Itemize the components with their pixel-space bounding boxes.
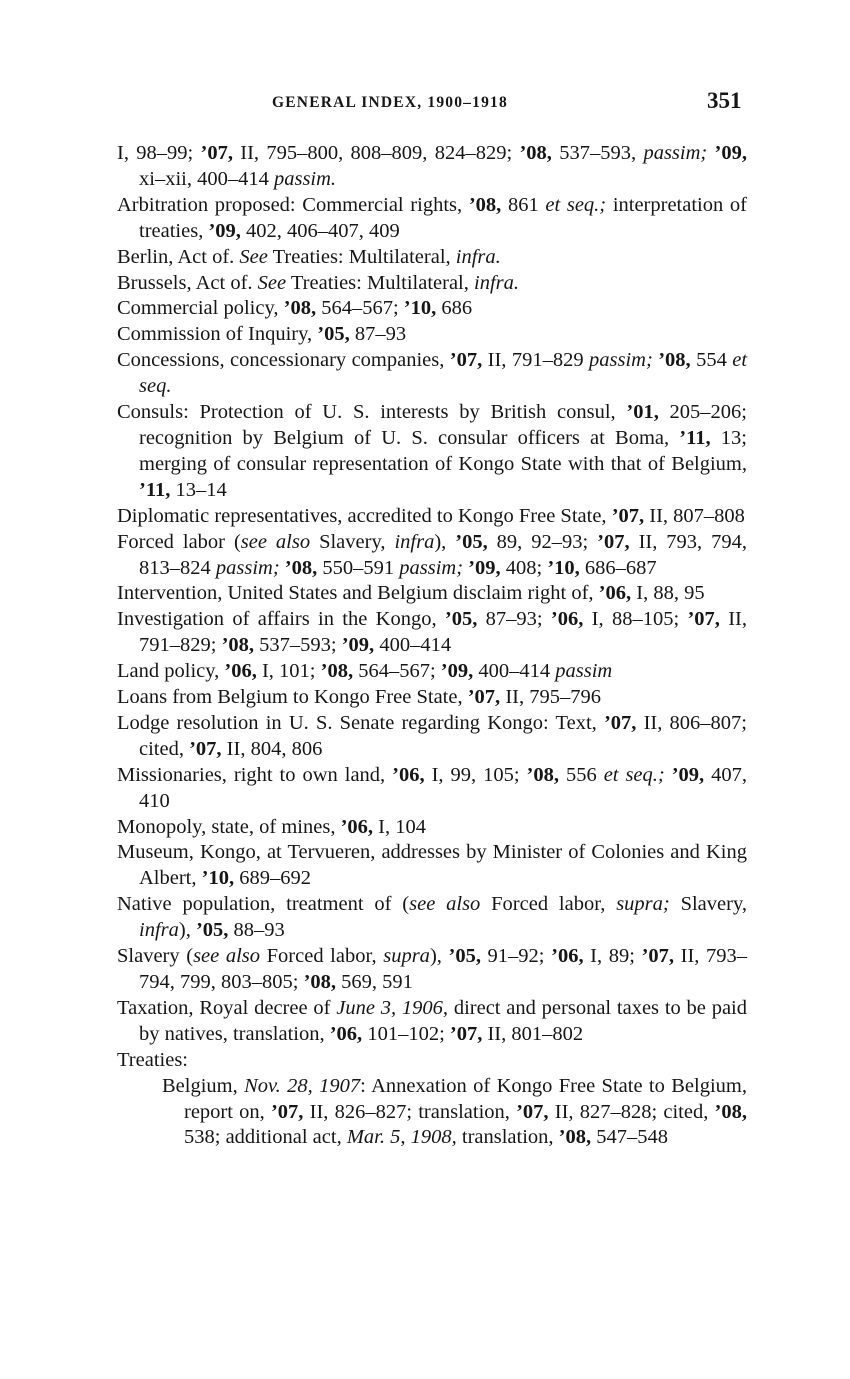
- entry-text: 101–102;: [362, 1022, 450, 1045]
- italic-text: see also: [240, 530, 311, 553]
- volume-year: ’10,: [403, 297, 437, 320]
- entry-text: I, 88, 95: [631, 582, 705, 605]
- entry-text: : Annexation of Kongo Free State to Belgium, report on,: [184, 1074, 747, 1123]
- index-entry: [117, 815, 747, 841]
- entry-text: 569, 591: [336, 971, 413, 993]
- entry-text: 550–591: [317, 556, 400, 579]
- entry-text: Land policy,: [117, 660, 225, 683]
- volume-year: ’07,: [516, 1100, 549, 1123]
- volume-year: ’08,: [303, 971, 337, 993]
- volume-year: ’06,: [550, 608, 584, 631]
- entry-text: 564–567;: [353, 660, 441, 683]
- volume-year: ’07,: [467, 686, 501, 709]
- entry-text: II, 795–800, 808–809, 824–829;: [232, 142, 520, 164]
- volume-year: ’09,: [341, 634, 375, 657]
- entry-text: Treaties:: [117, 1048, 188, 1071]
- entry-text: 408;: [500, 556, 548, 579]
- italic-text: et seq.;: [545, 193, 607, 216]
- entry-text: Forced labor (: [117, 530, 241, 553]
- italic-text: see also: [193, 945, 261, 968]
- entry-text: 87–93: [349, 323, 407, 346]
- entry-text: ),: [434, 530, 456, 553]
- volume-year: ’07,: [189, 737, 222, 760]
- volume-year: ’08,: [658, 349, 691, 372]
- entry-text: 547–548: [591, 1126, 668, 1149]
- entry-text: translation,: [456, 1126, 559, 1149]
- entry-text: Slavery,: [310, 530, 395, 553]
- italic-text: supra: [383, 945, 430, 968]
- entry-text: 538; additional act,: [184, 1126, 347, 1149]
- index-entry: [117, 296, 747, 322]
- index-entry: [117, 659, 747, 685]
- entry-text: 686: [436, 297, 473, 320]
- index-entry: [117, 141, 747, 193]
- entry-text: Forced labor,: [480, 893, 617, 916]
- index-entry: [117, 840, 747, 892]
- italic-text: et seq.;: [603, 763, 665, 786]
- index-entry: [117, 581, 747, 607]
- entry-text: 13–14: [170, 478, 227, 501]
- volume-year: ’06,: [392, 763, 425, 786]
- entry-text: I, 98–99;: [117, 142, 201, 164]
- entry-text: Lodge resolution in U. S. Senate regarding Kongo: Text,: [117, 711, 604, 734]
- entry-text: 861: [501, 193, 546, 216]
- entry-text: Brussels, Act of.: [117, 271, 258, 294]
- entry-text: Commission of Inquiry,: [117, 323, 318, 346]
- entry-text: Missionaries, right to own land,: [117, 763, 393, 786]
- running-title: GENERAL INDEX, 1900–1918: [272, 94, 508, 111]
- entry-text: interpretation of treaties,: [139, 193, 748, 242]
- index-entry: [117, 763, 747, 815]
- volume-year: ’05,: [444, 608, 478, 631]
- volume-year: ’10,: [547, 556, 580, 579]
- entry-text: 205–206; recognition by Belgium of U. S. consular officers at Boma,: [139, 401, 747, 449]
- volume-year: ’06,: [340, 815, 374, 838]
- entry-text: 88–93: [228, 919, 285, 942]
- index-entry: [117, 1048, 747, 1074]
- entry-text: Investigation of affairs in the Kongo,: [117, 608, 445, 631]
- index-entry: [117, 530, 747, 582]
- entry-text: II, 827–828; cited,: [548, 1100, 715, 1123]
- volume-year: ’06,: [598, 582, 632, 605]
- entry-text: II, 793–794, 799, 803–805;: [139, 945, 748, 993]
- entry-text: Native population, treatment of (: [117, 893, 410, 916]
- entry-text: II, 807–808: [644, 504, 745, 527]
- entry-text: 91–92;: [480, 945, 552, 968]
- volume-year: ’01,: [626, 401, 659, 424]
- italic-text: infra.: [474, 271, 520, 294]
- entry-text: Treaties: Multilateral,: [286, 271, 475, 294]
- volume-year: ’06,: [551, 945, 584, 968]
- italic-text: et seq.: [139, 349, 748, 398]
- entry-text: 556: [558, 763, 604, 786]
- volume-year: ’08,: [714, 1100, 747, 1123]
- entry-text: Treaties: Multilateral,: [267, 245, 456, 268]
- volume-year: ’07,: [611, 504, 645, 527]
- index-entry: [117, 322, 747, 348]
- index-entry: [117, 711, 747, 763]
- entry-text: II, 791–829: [482, 349, 589, 372]
- entry-text: Consuls: Protection of U. S. interests by British consul,: [117, 401, 627, 424]
- entry-text: Slavery,: [669, 893, 747, 916]
- italic-text: passim;: [588, 349, 653, 372]
- entry-text: 400–414: [374, 634, 452, 657]
- index-entry: [117, 892, 747, 944]
- volume-year: ’07,: [641, 945, 675, 968]
- entry-text: Forced labor,: [260, 945, 384, 968]
- entry-text: II, 795–796: [500, 686, 601, 709]
- volume-year: ’08,: [320, 660, 354, 683]
- entry-text: Berlin, Act of.: [117, 245, 240, 268]
- italic-text: See: [257, 271, 287, 294]
- volume-year: ’06,: [224, 660, 257, 683]
- index-entry: [117, 685, 747, 711]
- entry-text: II, 793, 794, 813–824: [139, 530, 748, 579]
- volume-year: ’05,: [455, 530, 488, 553]
- volume-year: ’07,: [449, 349, 483, 372]
- entry-text: II, 826–827; translation,: [303, 1100, 517, 1123]
- index-entries: [117, 141, 747, 1151]
- volume-year: ’05,: [195, 919, 229, 942]
- italic-text: See: [239, 245, 268, 268]
- volume-year: ’08,: [526, 763, 559, 786]
- volume-year: ’08,: [468, 193, 502, 216]
- volume-year: ’07,: [200, 142, 233, 164]
- volume-year: ’09,: [208, 219, 241, 242]
- entry-text: I, 88–105;: [583, 608, 688, 631]
- entry-text: Monopoly, state, of mines,: [117, 815, 341, 838]
- entry-text: Intervention, United States and Belgium disclaim right of,: [117, 582, 599, 605]
- entry-text: I, 101;: [256, 660, 321, 683]
- volume-year: ’07,: [449, 1022, 483, 1045]
- italic-text: see also: [409, 893, 481, 916]
- volume-year: ’07,: [687, 608, 720, 631]
- page-number: 351: [707, 88, 742, 113]
- entry-text: 13; merging of consular representation of Kongo State with that of Belgium,: [139, 426, 747, 475]
- entry-text: [707, 142, 714, 164]
- entry-text: 89, 92–93;: [487, 530, 598, 553]
- italic-text: passim;: [215, 556, 280, 579]
- italic-text: infra: [139, 919, 179, 942]
- index-entry: [117, 504, 747, 530]
- italic-text: passim: [555, 660, 613, 683]
- entry-text: II, 791–829;: [139, 608, 748, 657]
- index-entry: [117, 271, 747, 297]
- entry-text: I, 104: [373, 815, 426, 838]
- volume-year: ’08,: [283, 297, 317, 320]
- volume-year: ’05,: [317, 323, 350, 346]
- entry-text: 400–414: [473, 660, 556, 683]
- entry-text: 564–567;: [316, 297, 404, 320]
- italic-text: Mar. 5, 1908,: [346, 1126, 457, 1149]
- entry-text: 407, 410: [139, 763, 748, 812]
- index-entry: [117, 996, 747, 1048]
- index-entry: [117, 348, 747, 400]
- index-entry: [117, 400, 747, 504]
- italic-text: Nov. 28, 1907: [244, 1074, 361, 1097]
- italic-text: June 3, 1906,: [336, 996, 449, 1019]
- italic-text: passim;: [399, 556, 464, 579]
- index-entry: [117, 245, 747, 271]
- entry-text: 537–593;: [254, 634, 342, 657]
- entry-text: ),: [178, 919, 196, 942]
- entry-text: 689–692: [234, 867, 311, 890]
- entry-text: Slavery (: [117, 945, 194, 968]
- volume-year: ’07,: [603, 711, 637, 734]
- volume-year: ’11,: [679, 426, 711, 449]
- italic-text: infra: [394, 530, 435, 553]
- volume-year: ’08,: [221, 634, 255, 657]
- volume-year: ’08,: [519, 142, 552, 164]
- entry-text: Belgium,: [162, 1074, 245, 1097]
- entry-text: 554: [690, 349, 733, 372]
- volume-year: ’10,: [201, 867, 235, 890]
- italic-text: passim.: [273, 167, 337, 190]
- volume-year: ’08,: [284, 556, 318, 579]
- entry-text: 402, 406–407, 409: [240, 219, 400, 242]
- volume-year: ’07,: [597, 530, 630, 553]
- entry-text: Taxation, Royal decree of: [117, 996, 337, 1019]
- index-entry: [117, 944, 747, 996]
- entry-text: 686–687: [579, 556, 657, 579]
- index-subentry: [162, 1074, 747, 1152]
- italic-text: passim;: [643, 142, 708, 164]
- entry-text: Arbitration proposed: Commercial rights,: [117, 193, 469, 216]
- volume-year: ’09,: [714, 142, 747, 164]
- entry-text: ),: [429, 945, 449, 968]
- entry-text: II, 804, 806: [221, 737, 323, 760]
- volume-year: ’07,: [270, 1100, 304, 1123]
- volume-year: ’09,: [671, 763, 705, 786]
- entry-text: II, 801–802: [482, 1022, 584, 1045]
- volume-year: ’06,: [329, 1022, 363, 1045]
- entry-text: I, 89;: [583, 945, 642, 968]
- entry-text: II, 806–807; cited,: [139, 711, 747, 760]
- volume-year: ’09,: [468, 556, 501, 579]
- entry-text: direct and personal taxes to be paid by natives, translation,: [139, 996, 747, 1045]
- entry-text: Diplomatic representatives, accredited to Kongo Free State,: [117, 504, 612, 527]
- italic-text: infra.: [455, 245, 501, 268]
- volume-year: ’09,: [440, 660, 474, 683]
- italic-text: supra;: [616, 893, 670, 916]
- index-entry: [117, 607, 747, 659]
- entry-text: [665, 764, 672, 786]
- entry-text: Museum, Kongo, at Tervueren, addresses by Minister of Colonies and King Albert,: [117, 841, 747, 890]
- entry-text: Loans from Belgium to Kongo Free State,: [117, 686, 468, 709]
- entry-text: 537–593,: [551, 142, 644, 164]
- volume-year: ’11,: [139, 478, 171, 501]
- entry-text: 87–93;: [477, 608, 551, 631]
- entry-text: I, 99, 105;: [424, 763, 527, 786]
- index-entry: [117, 193, 747, 245]
- entry-text: Concessions, concessionary companies,: [117, 349, 450, 372]
- entry-text: Commercial policy,: [117, 297, 284, 320]
- entry-text: xi–xii, 400–414: [139, 167, 274, 190]
- volume-year: ’08,: [558, 1126, 592, 1149]
- volume-year: ’05,: [448, 945, 481, 968]
